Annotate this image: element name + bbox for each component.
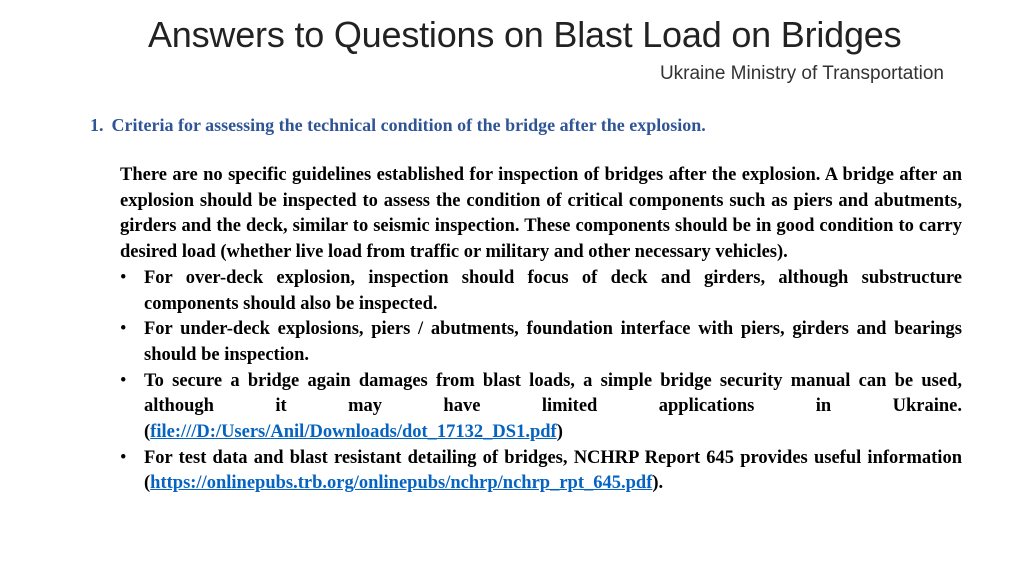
bullet-item bbox=[120, 266, 962, 317]
bullet-icon: • bbox=[120, 319, 127, 340]
nchrp-report-link[interactable]: https://onlinepubs.trb.org/onlinepubs/nchrp/nchrp_rpt_645.pdf bbox=[150, 473, 653, 494]
slide-body bbox=[120, 163, 962, 497]
bullet-icon: • bbox=[120, 267, 127, 288]
bullet-text: For under-deck explosions, piers / abutments, foundation interface with piers, girders and bearings should be inspection. bbox=[144, 319, 962, 365]
bullet-list bbox=[120, 266, 962, 497]
slide-subtitle: Ukraine Ministry of Transportation bbox=[659, 63, 944, 84]
bullet-text: For over-deck explosion, inspection should focus of deck and girders, although substructure components should also be inspected. bbox=[144, 267, 962, 314]
bullet-text-end: ). bbox=[652, 473, 664, 494]
bullet-item bbox=[120, 369, 962, 446]
section-number: 1. bbox=[90, 115, 104, 135]
bullet-text-end: ) bbox=[556, 422, 563, 443]
bullet-item bbox=[120, 317, 962, 368]
dot-manual-link[interactable]: file:///D:/Users/Anil/Downloads/dot_17132_DS1.pdf bbox=[150, 422, 557, 443]
bullet-text: To secure a bridge again damages from blast loads, a simple bridge security manual can be used, although it may have limited applications in Ukraine. ( bbox=[144, 370, 962, 443]
section-heading-text: Criteria for assessing the technical condition of the bridge after the explosion. bbox=[111, 115, 706, 135]
bullet-icon: • bbox=[120, 370, 127, 391]
section-heading bbox=[90, 115, 706, 136]
bullet-text: For test data and blast resistant detailing of bridges, NCHRP Report 645 provides useful information ( bbox=[144, 447, 962, 494]
intro-paragraph: There are no specific guidelines established for inspection of bridges after the explosion. A bridge after an explosion should be inspected to assess the condition of critical components such as piers and abutments, girders and the deck, similar to seismic inspection. These components should be in good condition to carry desired load (whether live load from traffic or military and other necessary vehicles). bbox=[120, 165, 962, 263]
bullet-icon: • bbox=[120, 447, 127, 468]
bullet-item bbox=[120, 446, 962, 497]
slide-title: Answers to Questions on Blast Load on Bridges bbox=[148, 14, 902, 55]
